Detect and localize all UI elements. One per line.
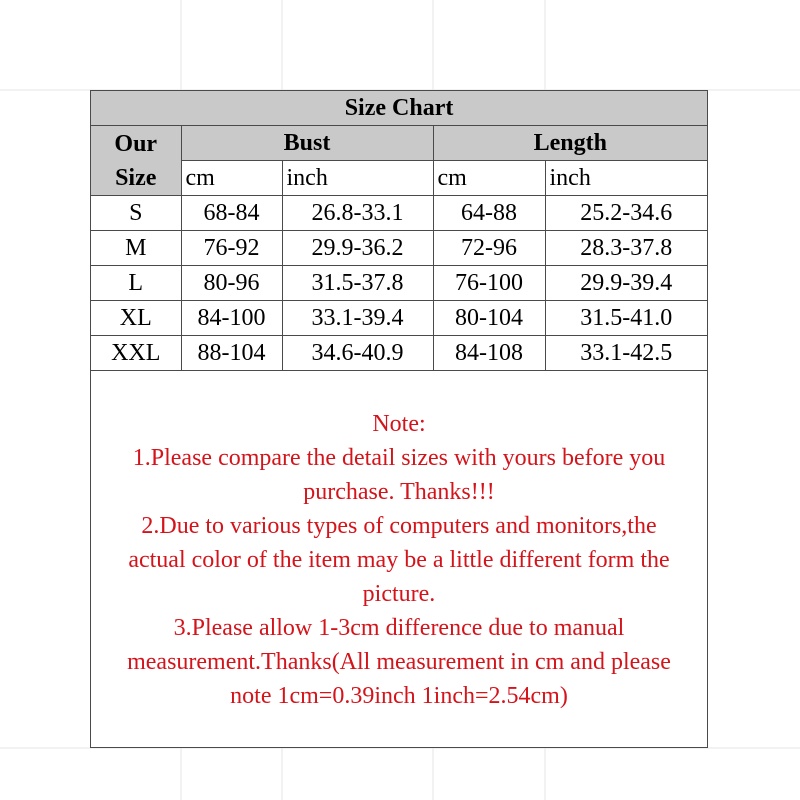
size-chart-table xyxy=(91,91,707,371)
note-line: 2.Due to various types of computers and monitors,the xyxy=(141,513,657,539)
note-line: 3.Please allow 1-3cm difference due to manual xyxy=(173,615,625,641)
note-line: purchase. Thanks!!! xyxy=(303,479,495,505)
bust-header: Bust xyxy=(181,126,433,161)
note-line: note 1cm=0.39inch 1inch=2.54cm) xyxy=(230,683,568,709)
bust-inch-value: 33.1-39.4 xyxy=(282,301,433,336)
length-cm-value: 64-88 xyxy=(433,196,545,231)
length-cm-value: 72-96 xyxy=(433,231,545,266)
length-cm-unit: cm xyxy=(433,161,545,196)
chart-title: Size Chart xyxy=(91,91,707,126)
our-size-header xyxy=(91,126,181,196)
note-line: actual color of the item may be a little different form the xyxy=(128,547,670,573)
note-line: measurement.Thanks(All measurement in cm and please xyxy=(127,649,671,675)
bust-cm-value: 88-104 xyxy=(181,336,282,371)
length-inch-value: 28.3-37.8 xyxy=(545,231,707,266)
size-label: L xyxy=(91,266,181,301)
bust-cm-value: 68-84 xyxy=(181,196,282,231)
bust-inch-unit: inch xyxy=(282,161,433,196)
bust-cm-unit: cm xyxy=(181,161,282,196)
length-header: Length xyxy=(433,126,707,161)
bust-cm-value: 84-100 xyxy=(181,301,282,336)
length-inch-value: 31.5-41.0 xyxy=(545,301,707,336)
length-cm-value: 84-108 xyxy=(433,336,545,371)
note-block xyxy=(91,407,707,713)
size-label: XXL xyxy=(91,336,181,371)
table-row xyxy=(91,196,707,231)
table-row xyxy=(91,301,707,336)
bust-inch-value: 26.8-33.1 xyxy=(282,196,433,231)
unit-header-row xyxy=(91,161,707,196)
group-header-row xyxy=(91,126,707,161)
length-inch-value: 29.9-39.4 xyxy=(545,266,707,301)
bust-inch-value: 31.5-37.8 xyxy=(282,266,433,301)
note-line: 1.Please compare the detail sizes with yours before you xyxy=(132,445,666,471)
size-label: XL xyxy=(91,301,181,336)
bust-cm-value: 80-96 xyxy=(181,266,282,301)
length-inch-value: 25.2-34.6 xyxy=(545,196,707,231)
our-size-header-line1: Our xyxy=(114,130,158,157)
length-cm-value: 76-100 xyxy=(433,266,545,301)
bust-inch-value: 34.6-40.9 xyxy=(282,336,433,371)
bust-cm-value: 76-92 xyxy=(181,231,282,266)
table-row xyxy=(91,231,707,266)
length-inch-value: 33.1-42.5 xyxy=(545,336,707,371)
title-row xyxy=(91,91,707,126)
note-heading: Note: xyxy=(372,411,426,437)
table-row xyxy=(91,336,707,371)
bust-inch-value: 29.9-36.2 xyxy=(282,231,433,266)
table-row xyxy=(91,266,707,301)
length-inch-unit: inch xyxy=(545,161,707,196)
note-line: picture. xyxy=(362,581,436,607)
size-label: M xyxy=(91,231,181,266)
length-cm-value: 80-104 xyxy=(433,301,545,336)
our-size-header-line2: Size xyxy=(115,164,157,191)
size-chart-sheet xyxy=(90,90,708,748)
size-label: S xyxy=(91,196,181,231)
